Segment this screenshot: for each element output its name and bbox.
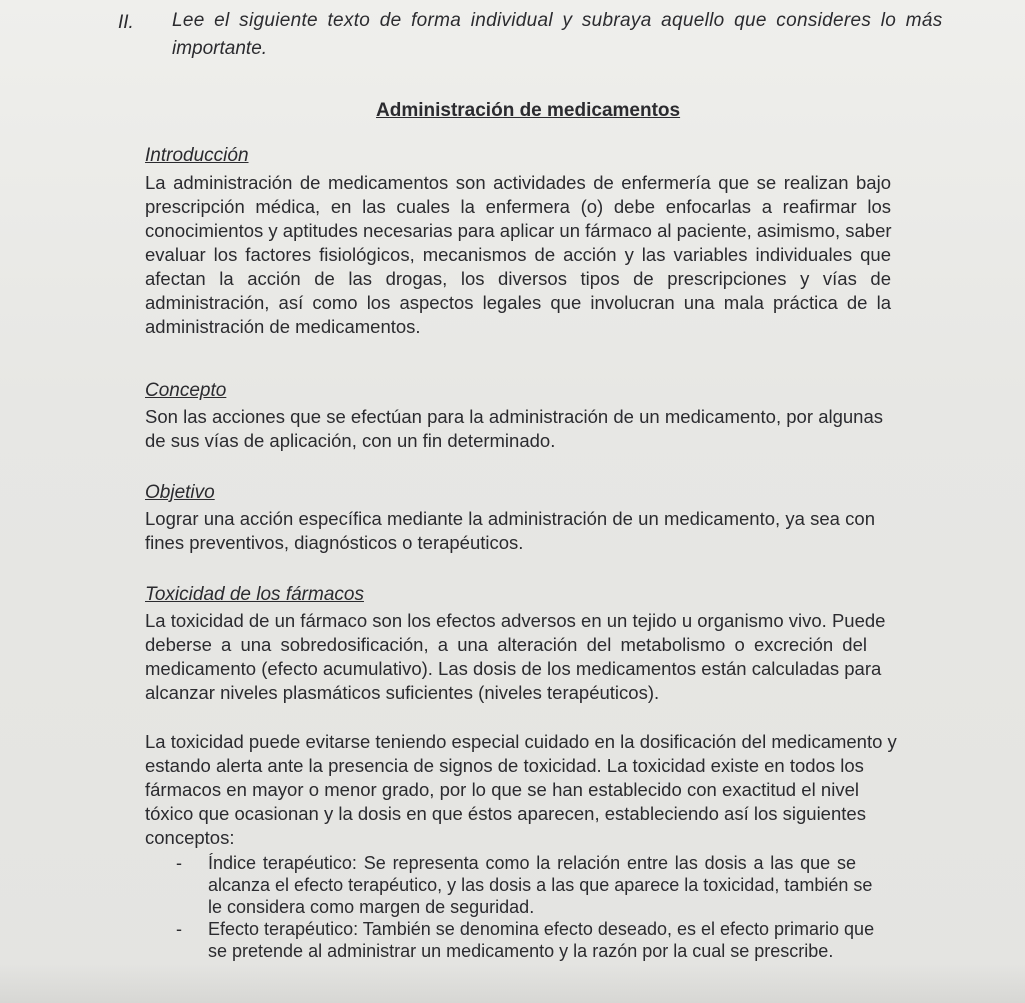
- section-body-toxicidad: [145, 609, 886, 705]
- text-line: estando alerta ante la presencia de signos de toxicidad. La toxicidad existe en todos los: [145, 755, 864, 776]
- toxicity-paragraph: [145, 730, 897, 850]
- section-body-objetivo: [145, 507, 875, 555]
- text-line: de sus vías de aplicación, con un fin determinado.: [145, 430, 556, 451]
- section-body-concepto: [145, 405, 883, 453]
- dash-marker: -: [176, 853, 182, 873]
- text-line: le considera como margen de seguridad.: [208, 897, 535, 917]
- text-line: alcanza el efecto terapéutico, y las dosis a las que aparece la toxicidad, también se: [208, 875, 873, 895]
- text-line: La toxicidad de un fármaco son los efectos adversos en un tejido u organismo vivo. Puede: [145, 610, 886, 631]
- text-line: se pretende al administrar un medicamento y la razón por la cual se prescribe.: [208, 941, 834, 961]
- text-line: La toxicidad puede evitarse teniendo especial cuidado en la dosificación del medicamento y: [145, 731, 897, 752]
- section-heading-concepto: Concepto: [145, 380, 227, 401]
- section-heading-objetivo: Objetivo: [145, 482, 215, 503]
- dash-marker: -: [176, 919, 182, 939]
- section-heading-toxicidad: Toxicidad de los fármacos: [145, 584, 364, 605]
- list-item: [176, 852, 873, 918]
- concepts-list: [176, 852, 875, 962]
- section-body-introduccion: [145, 171, 891, 339]
- text-line: evaluar los factores fisiológicos, mecanismos de acción y las variables individuales que: [145, 244, 891, 265]
- text-line: alcanzar niveles plasmáticos suficientes (niveles terapéuticos).: [145, 682, 660, 703]
- text-line: Son las acciones que se efectúan para la administración de un medicamento, por algunas: [145, 406, 883, 427]
- text-line: fármacos en mayor o menor grado, por lo que se han establecido con exactitud el nivel: [145, 779, 859, 800]
- list-item: [176, 918, 875, 962]
- text-line: conocimientos y aptitudes necesarias para aplicar un fármaco al paciente, asimismo, saber: [145, 220, 892, 241]
- instruction-line: importante.: [172, 38, 268, 59]
- text-line: medicamento (efecto acumulativo). Las dosis de los medicamentos están calculadas para: [145, 658, 882, 679]
- text-line: Índice terapéutico: Se representa como la relación entre las dosis a las que se: [208, 853, 856, 873]
- text-line: Efecto terapéutico: También se denomina efecto deseado, es el efecto primario que: [208, 919, 875, 939]
- document-title: Administración de medicamentos: [376, 100, 681, 121]
- section-number: II.: [118, 12, 134, 33]
- text-line: administración, así como los aspectos legales que involucran una mala práctica de la: [145, 292, 891, 313]
- instruction-line: Lee el siguiente texto de forma individual y subraya aquello que consideres lo más: [172, 10, 943, 31]
- text-line: La administración de medicamentos son actividades de enfermería que se realizan bajo: [145, 172, 891, 193]
- text-line: tóxico que ocasionan y la dosis en que éstos aparecen, estableciendo así los siguientes: [145, 803, 866, 824]
- text-line: conceptos:: [145, 827, 235, 848]
- text-line: deberse a una sobredosificación, a una alteración del metabolismo o excreción del: [145, 634, 867, 655]
- section-heading-introduccion: Introducción: [145, 145, 249, 166]
- text-line: administración de medicamentos.: [145, 316, 421, 337]
- text-line: Lograr una acción específica mediante la administración de un medicamento, ya sea con: [145, 508, 875, 529]
- text-line: prescripción médica, en las cuales la enfermera (o) debe enfocarlas a reafirmar los: [145, 196, 891, 217]
- text-line: afectan la acción de las drogas, los diversos tipos de prescripciones y vías de: [145, 268, 891, 289]
- text-line: fines preventivos, diagnósticos o terapéuticos.: [145, 532, 524, 553]
